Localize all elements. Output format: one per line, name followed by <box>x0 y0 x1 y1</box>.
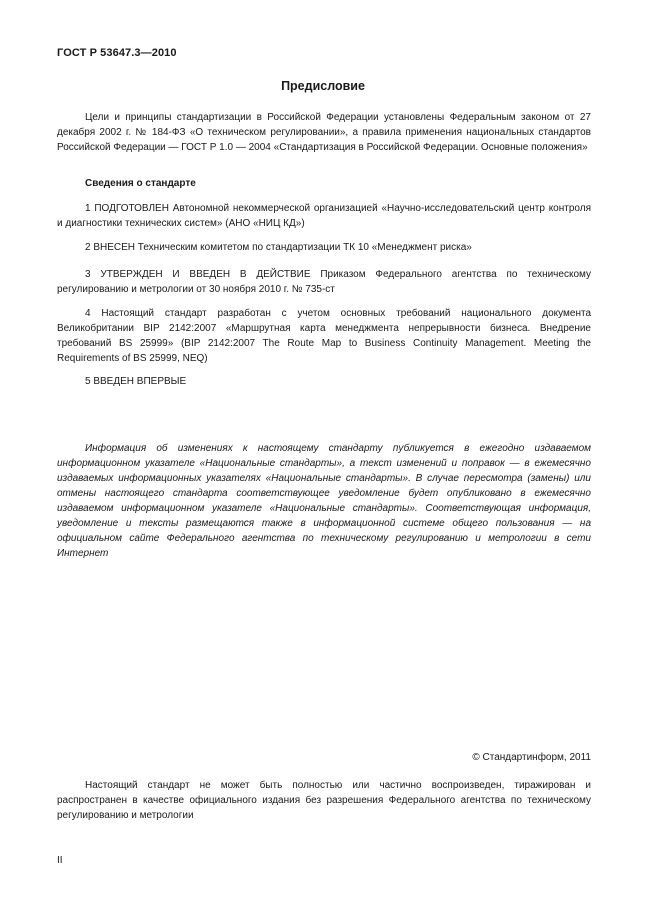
item-3-paragraph: 3 УТВЕРЖДЕН И ВВЕДЕН В ДЕЙСТВИЕ Приказом Федерального агентства по техническому регулированию и метрологии от 30 ноября 2010 г. № 735-ст <box>57 269 591 295</box>
info-heading: Сведения о стандарте <box>85 178 196 189</box>
copyright-line: © Стандартинформ, 2011 <box>472 752 591 763</box>
standard-number: ГОСТ Р 53647.3—2010 <box>57 47 177 59</box>
item-1-paragraph: 1 ПОДГОТОВЛЕН Автономной некоммерческой организацией «Научно-исследовательский центр контроля и диагностики технических систем» (АНО «НИЦ КД») <box>57 203 591 229</box>
legal-paragraph: Настоящий стандарт не может быть полностью или частично воспроизведен, тиражирован и распространен в качестве официального издания без разрешения Федерального агентства по техническому регулированию и метрологии <box>57 780 591 821</box>
notice-paragraph: Информация об изменениях к настоящему стандарту публикуется в ежегодно издаваемом информационном указателе «Национальные стандарты», а текст изменений и поправок — в ежемесячно издаваемых информационных указателях «Национальные стандарты». В случае пересмотра (замены) или отмены настоящего стандарта соответствующее уведомление будет опубликовано в ежемесячно издаваемом информационном указателе «Национальные стандарты». Соответствующая информация, уведомление и тексты размещаются также в информационной системе общего пользования — на официальном сайте Федерального агентства по техническому регулированию и метрологии в сети Интернет <box>57 443 591 559</box>
page-number: II <box>57 855 63 866</box>
page-title: Предисловие <box>281 79 365 93</box>
intro-paragraph: Цели и принципы стандартизации в Российской Федерации установлены Федеральным законом от 27 декабря 2002 г. № 184-ФЗ «О техническом регулировании», а правила применения национальных стандартов Российской Федерации — ГОСТ Р 1.0 — 2004 «Стандартизация в Российской Федерации. Основные положения» <box>57 112 591 153</box>
item-4-paragraph: 4 Настоящий стандарт разработан с учетом основных требований национального документа Великобритании BIP 2142:2007 «Маршрутная карта менеджмента непрерывности бизнеса. Внедрение требований BS 25999» (BIP 2142:2007 The Route Map to Business Continuity Management. Meeting the Requirements of BS 25999, NEQ) <box>57 308 591 364</box>
item-5-paragraph: 5 ВВЕДЕН ВПЕРВЫЕ <box>85 376 187 387</box>
item-2-paragraph: 2 ВНЕСЕН Техническим комитетом по стандартизации ТК 10 «Менеджмент риска» <box>85 242 472 253</box>
